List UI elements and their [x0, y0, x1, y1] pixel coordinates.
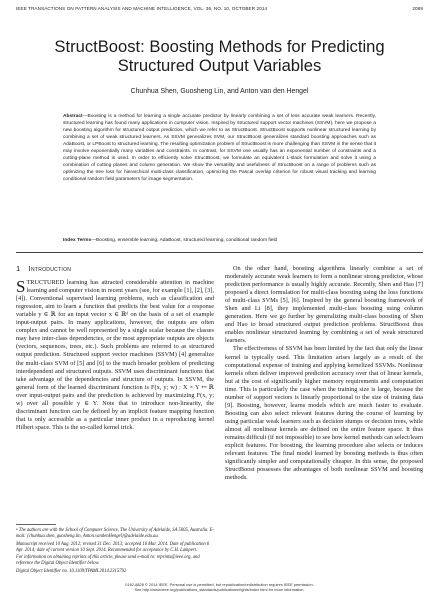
right-paragraph-2: The effectiveness of SSVM has been limited by the fact that only the linear kernel is typically used. This limitation arises largely as a result of the computational expense of training and applying kernelized SSVMs. Nonlinear kernels often deliver improved prediction accuracy over that of linear kernels, but at the cost of significantly higher memory requirements and computation time. This is particularly the case when the training size is large, because the number of support vectors is linearly proportional to the size of training data [9]. Boosting, however, learns models which are much faster to evaluate. Boosting can also select relevant features during the course of learning by using particular weak learners such as decision stumps or decision trees, while almost all nonlinear kernels are defined on the entire feature space. It thus remains difficult (if not impossible) to see how kernel methods can select/learn explicit features. For boosting, the learning procedure also selects or induces relevant features. The final model learned by boosting methods is thus often significantly simpler and computationally cheaper. In this sense, the proposed StructBoost possesses the advantages of both nonlinear SSVM and boosting methods.: [225, 345, 423, 482]
abstract-label: Abstract: [63, 114, 83, 119]
running-header: [16, 6, 423, 11]
title-line-1: StructBoost: Boosting Methods for Predicting: [54, 37, 385, 56]
author-list: Chunhua Shen, Guosheng Lin, and Anton van den Hengel: [130, 88, 309, 95]
abstract-divider: [16, 252, 423, 253]
intro-paragraph-1-text: TRUCTURED learning has attracted considerable attention in machine learning and computer vision in recent years (see, for example [1], [2], [3], [4]). Conventional supervised learning problems, such as classification and regression, aim to learn a function that predicts the best value for a response variable y ∈ ℝ for an input vector x ∈ ℝᵈ on the basis of a set of example input-output pairs. In many applications, however, the outputs are often complex and cannot be well represented by a single scalar because the classes may have inter-class dependencies, or the most appropriate outputs are objects (vectors, sequences, trees, etc.). Such problems are referred to as structured output prediction. Structured support vector machines (SSVM) [4] generalize the multi-class SVM of [5] and [6] to the much broader problem of predicting interdependent and structured outputs. SSVM uses discriminant functions that take advantage of the dependencies and structure of outputs. In SSVM, the general form of the learned discriminant function is F(x, y; w) : X × Y ↦ ℝ over input-output pairs and the prediction is achieved by maximizing F(x, y; w) over all possible y ∈ Y. Note that to introduce non-linearity, the discriminant function can be defined by an implicit feature mapping function that is only accessible as a particular inner product in a reproducing kernel Hilbert space. This is the so-called kernel trick.: [16, 279, 214, 431]
title-line-2: Structured Output Variables: [117, 56, 322, 75]
index-terms-text: —Boosting, ensemble learning, AdaBoost, structured learning, conditional random field: [91, 238, 278, 243]
section-heading: [16, 265, 214, 273]
footnote-affiliation: • The authors are with the School of Computer Science, The University of Adelaide, SA 5005, Australia. E-mail: {chunhua.shen, guosheng.lin, Anton.vandenHengel}@adelaide.edu.au.: [16, 528, 215, 540]
section-number: 1: [16, 264, 21, 273]
intro-paragraph-1: [16, 279, 214, 432]
footnote-reprints: For information on obtaining reprints of this article, please send e-mail to: reprints@ieee.org, and reference the Digital Object Identifier below.: [16, 555, 200, 567]
footnote-rule: [16, 524, 56, 525]
abstract-text: —Boosting is a method for learning a single accurate predictor by linearly combining a set of less accurate weak learners. Recently, structured learning has found many applications in computer vision. Inspired by structured support vector machines (SSVM), here we propose a new boosting algorithm for structured output prediction, which we refer to as StructBoost. StructBoost supports nonlinear structured learning by combining a set of weak structured learners. As SSVM generalizes SVM, our StructBoost generalizes standard boosting approaches such as AdaBoost, or LPBoost to structured learning. The resulting optimization problem of StructBoost is more challenging than SSVM in the sense that it may involve exponentially many variables and constraints. In contrast, for SSVM one usually has an exponential number of constraints and a cutting-plane method is used. In order to efficiently solve StructBoost, we formulate an equivalent 1-slack formulation and solve it using a combination of cutting planes and column generation. We show the versatility and usefulness of StructBoost on a range of problems such as optimizing the tree loss for hierarchical multi-class classification, optimizing the Pascal overlap criterion for robust visual tracking and learning conditional random field parameters for image segmentation.: [63, 114, 376, 182]
right-column: [225, 265, 423, 482]
index-terms: [63, 238, 376, 245]
abstract: [63, 114, 376, 184]
paper-title: [16, 37, 423, 75]
copyright-line-1: 0162-8828 © 2014 IEEE. Personal use is permitted, but republication/redistribution requires IEEE permission.: [125, 582, 314, 587]
copyright-line-2: See http://www.ieee.org/publications_standards/publications/rights/index.html for more information.: [134, 587, 305, 592]
journal-name: IEEE TRANSACTIONS ON PATTERN ANALYSIS AND MACHINE INTELLIGENCE, VOL. 36, NO. 10, OCTOBER 2014: [16, 6, 268, 11]
footnote-doi: Digital Object Identifier no. 10.1109/TPAMI.2014.2315792: [16, 568, 127, 574]
index-terms-label: Index Terms: [63, 238, 92, 243]
footnote-manuscript: Manuscript received 10 Aug. 2012; revised 31 Dec. 2013; accepted 16 Mar. 2014. Date of publication 6 Apr. 2014; date of current version 10 Sept. 2014. Recommended for acceptance by C.H. Lampert.: [16, 541, 210, 553]
footnotes: [16, 524, 214, 576]
section-title: Introduction: [28, 264, 72, 273]
left-column: [16, 265, 214, 432]
page-number: 2089: [412, 6, 423, 11]
right-paragraph-1: On the other hand, boosting algorithms linearly combine a set of moderately accurate weak learners to form a nonlinear strong predictor, whose prediction performance is usually highly accurate. Recently, Shen and Hao [7] proposed a direct formulation for multi-class boosting using the loss functions of multi-class SVMs [5], [6]. Inspired by the general boosting framework of Shen and Li [8], they implemented multi-class boosting using column generation. Here we go further by generalizing multi-class boosting of Shen and Hao to broad structured output prediction problems. StructBoost thus enables nonlinear structured learning by combining a set of weak structured learners.: [225, 265, 423, 345]
copyright-notice: [16, 582, 423, 592]
drop-cap: S: [16, 277, 26, 297]
